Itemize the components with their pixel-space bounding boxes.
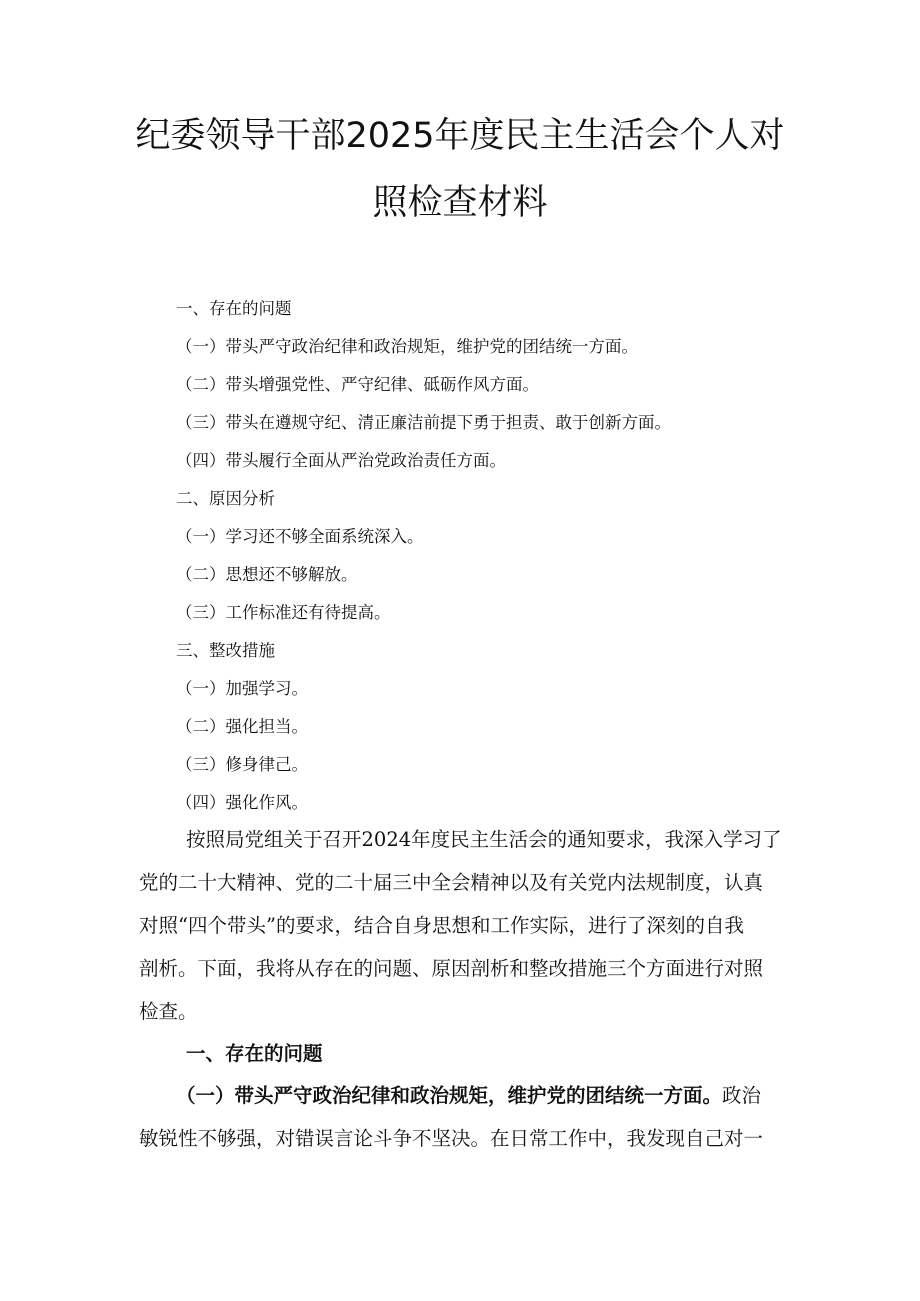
toc-item: （四）带头履行全面从严治党政治责任方面。	[176, 451, 506, 470]
toc-item: 二、原因分析	[176, 489, 275, 508]
section-subheading-line	[176, 1084, 796, 1108]
intro-line: 检查。	[139, 1000, 198, 1023]
intro-line: 党的二十大精神、党的二十届三中全会精神以及有关党内法规制度，认真	[139, 871, 764, 894]
document-title-line-2: 照检查材料	[372, 183, 548, 223]
toc-item: （二）强化担当。	[176, 717, 308, 736]
toc-item: （三）工作标准还有待提高。	[176, 603, 391, 622]
toc-item: （三）带头在遵规守纪、清正廉洁前提下勇于担责、敢于创新方面。	[176, 413, 671, 432]
subheading-text: （一）带头严守政治纪律和政治规矩，维护党的团结统一方面。	[176, 1084, 723, 1107]
toc-item: （四）强化作风。	[176, 793, 308, 812]
toc-item: （一）加强学习。	[176, 679, 308, 698]
subheading-tail-text: 政治	[722, 1084, 762, 1107]
intro-line: 对照“四个带头”的要求，结合自身思想和工作实际，进行了深刻的自我	[139, 914, 744, 937]
document-title-line-1: 纪委领导干部2025年度民主生活会个人对	[135, 116, 785, 156]
intro-line: 剖析。下面，我将从存在的问题、原因剖析和整改措施三个方面进行对照	[139, 957, 764, 980]
toc-item: 三、整改措施	[176, 641, 275, 660]
toc-item: （一）带头严守政治纪律和政治规矩，维护党的团结统一方面。	[176, 337, 638, 356]
toc-item: （一）学习还不够全面系统深入。	[176, 527, 424, 546]
toc-item: （二）思想还不够解放。	[176, 565, 358, 584]
toc-item: （三）修身律己。	[176, 755, 308, 774]
toc-item: （二）带头增强党性、严守纪律、砥砺作风方面。	[176, 375, 539, 394]
body-line: 敏锐性不够强，对错误言论斗争不坚决。在日常工作中，我发现自己对一	[139, 1127, 764, 1150]
intro-line: 按照局党组关于召开2024年度民主生活会的通知要求，我深入学习了	[186, 828, 782, 851]
section-heading: 一、存在的问题	[186, 1042, 323, 1065]
toc-item: 一、存在的问题	[176, 299, 292, 318]
